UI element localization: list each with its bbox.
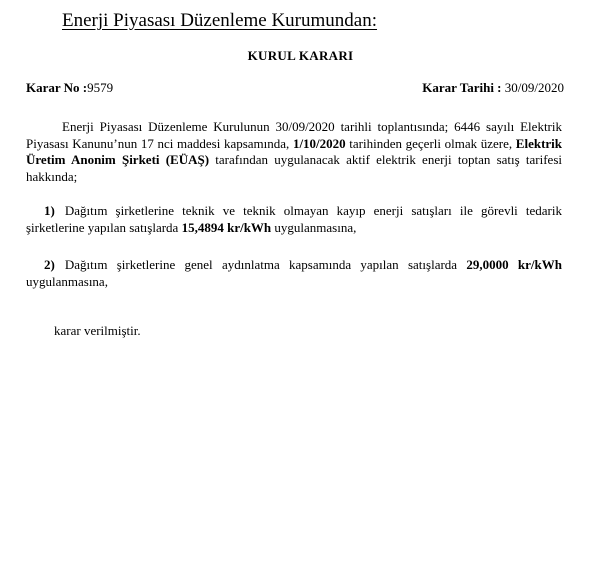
- item-tariff-value: 15,4894 kr/kWh: [181, 219, 272, 235]
- decision-item-2: [26, 257, 562, 290]
- item-text-before: Dağıtım şirketlerine genel aydınlatma kapsamında yapılan satışlarda: [64, 257, 467, 272]
- decision-date: [422, 80, 564, 96]
- item-text-after: uygulanmasına,: [271, 219, 357, 235]
- closing-statement: karar verilmiştir.: [54, 323, 141, 338]
- item-number: 2): [44, 257, 55, 272]
- item-number: 1): [44, 203, 55, 218]
- document-title: KURUL KARARI: [247, 48, 354, 63]
- decision-number: [26, 80, 113, 96]
- institution-heading: Enerji Piyasası Düzenleme Kurumundan:: [62, 10, 378, 31]
- intro-text-2: tarihinden geçerli olmak üzere,: [345, 135, 516, 151]
- decision-date-value: 30/09/2020: [501, 80, 564, 95]
- item-text-after: uygulanmasına,: [26, 273, 108, 289]
- item-text-before: Dağıtım şirketlerine teknik ve teknik olmayan kayıp enerji satışları ile görevli tedarik şirketlerine yapılan satışlarda: [26, 203, 562, 235]
- decision-number-label: Karar No :: [26, 80, 88, 95]
- decision-number-value: 9579: [87, 80, 114, 95]
- intro-effective-date: 1/10/2020: [292, 135, 346, 151]
- item-tariff-value: 29,0000 kr/kWh: [466, 257, 562, 272]
- intro-text-3: tarafından uygulanacak aktif elektrik enerji toptan satış tarifesi hakkında;: [26, 152, 562, 184]
- decision-item-1: [26, 203, 562, 236]
- intro-company-name: Elektrik Üretim Anonim Şirketi (EÜAŞ): [26, 135, 563, 167]
- intro-text-1: Enerji Piyasası Düzenleme Kurulunun 30/09/2020 tarihli toplantısında; 6446 sayılı Elektrik Piyasası Kanunu’nun 17 nci maddesi kapsamında,: [26, 119, 562, 151]
- intro-paragraph: [26, 119, 562, 185]
- decision-date-label: Karar Tarihi :: [422, 80, 502, 95]
